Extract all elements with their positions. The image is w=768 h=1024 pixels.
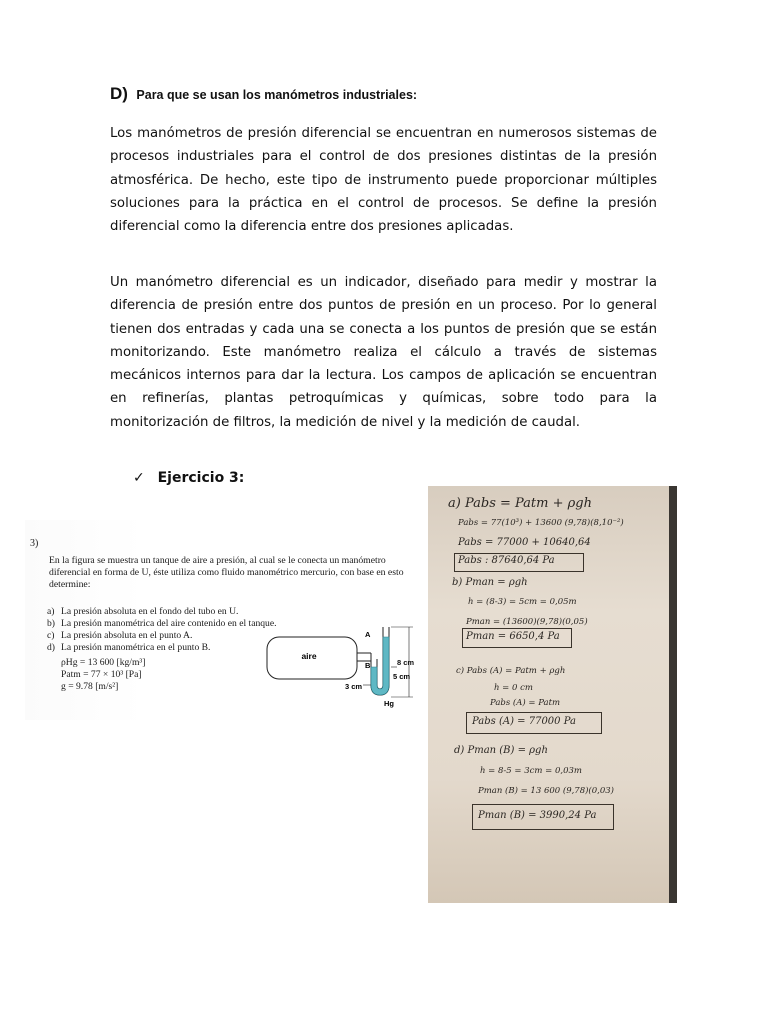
variable-density: ρHg = 13 600 [kg/m³] [61, 657, 146, 668]
dimension-8cm: 8 cm [397, 658, 415, 667]
section-title: Para que se usan los manómetros industriales: [136, 88, 418, 102]
section-heading [110, 84, 417, 104]
problem-text: En la figura se muestra un tanque de aire a presión, al cual se le conecta un manómetro diferencial en forma de U, éste utiliza como fluido manométrico mercurio, con base en esto determine: [49, 555, 404, 590]
problem-variables [61, 657, 146, 692]
dimension-3cm: 3 cm [345, 682, 363, 691]
handwritten-solution-photo [428, 486, 677, 903]
hw-line: Pabs = 77000 + 10640,64 [458, 537, 591, 548]
problem-item: b) La presión manométrica del aire contenido en el tanque. [47, 618, 277, 629]
fluid-label: Hg [384, 699, 394, 708]
variable-gravity: g = 9.78 [m/s²] [61, 680, 119, 692]
exercise-label: Ejercicio 3: [157, 470, 245, 486]
hw-line: Pabs = 77(10³) + 13600 (9,78)(8,10⁻²) [458, 518, 624, 528]
hw-line: Pman = 6650,4 Pa [466, 631, 560, 642]
hw-line: c) Pabs (A) = Patm + ρgh [456, 666, 566, 676]
hw-line: d) Pman (B) = ρgh [454, 745, 548, 756]
point-a-label: A [365, 630, 371, 639]
point-b-label: B [365, 661, 371, 670]
manometer-figure [263, 615, 425, 715]
hw-line: b) Pman = ρgh [452, 577, 528, 588]
hw-line: a) Pabs = Patm + ρgh [448, 496, 592, 511]
tank-label: aire [301, 651, 317, 661]
hw-line: Pman (B) = 3990,24 Pa [478, 810, 597, 821]
variable-patm: Patm = 77 × 10³ [Pa] [61, 668, 142, 680]
problem-item: a) La presión absoluta en el fondo del tubo en U. [47, 606, 239, 617]
hw-line: Pman = (13600)(9,78)(0,05) [466, 617, 588, 627]
paragraph-1: Los manómetros de presión diferencial se encuentran en numerosos sistemas de procesos industriales para el control de dos presiones distintas de la presión atmosférica. De hecho, este tipo de instrumento puede proporcionar múltiples soluciones para la práctica en el control de procesos. Se define la presión diferencial como la diferencia entre dos presiones aplicadas. [110, 126, 657, 235]
hw-line: Pabs (A) = 77000 Pa [472, 716, 576, 727]
photo-edge [669, 486, 677, 903]
hw-line: h = 8-5 = 3cm = 0,03m [480, 766, 582, 776]
problem-item: c) La presión absoluta en el punto A. [47, 630, 193, 641]
hw-line: Pman (B) = 13 600 (9,78)(0,03) [478, 786, 614, 796]
hw-line: Pabs (A) = Patm [490, 698, 561, 708]
mercury-column [371, 637, 389, 695]
dimension-5cm: 5 cm [393, 672, 411, 681]
exercise-heading [133, 470, 244, 486]
hw-line: h = (8-3) = 5cm = 0,05m [468, 597, 577, 607]
hw-line: Pabs : 87640,64 Pa [458, 555, 555, 566]
problem-items [47, 606, 277, 654]
paragraph-2: Un manómetro diferencial es un indicador, diseñado para medir y mostrar la diferencia de presión entre dos puntos de presión en un proceso. Por lo general tienen dos entradas y cada una se conecta a los puntos de presión que se están monitorizando. Este manómetro realiza el cálculo a través de sistemas mecánicos internos para dar la lectura. Los campos de aplicación se encuentran en refinerías, plantas petroquímicas y químicas, sobre todo para la monitorización de filtros, la medición de nivel y la medición de caudal. [110, 275, 657, 430]
problem-number: 3) [30, 538, 39, 549]
checkmark-icon: ✓ [133, 470, 145, 486]
section-letter: D) [110, 84, 128, 103]
hw-line: h = 0 cm [494, 683, 533, 693]
problem-item: d) La presión manométrica en el punto B. [47, 642, 211, 653]
problem-statement-image [25, 520, 425, 720]
